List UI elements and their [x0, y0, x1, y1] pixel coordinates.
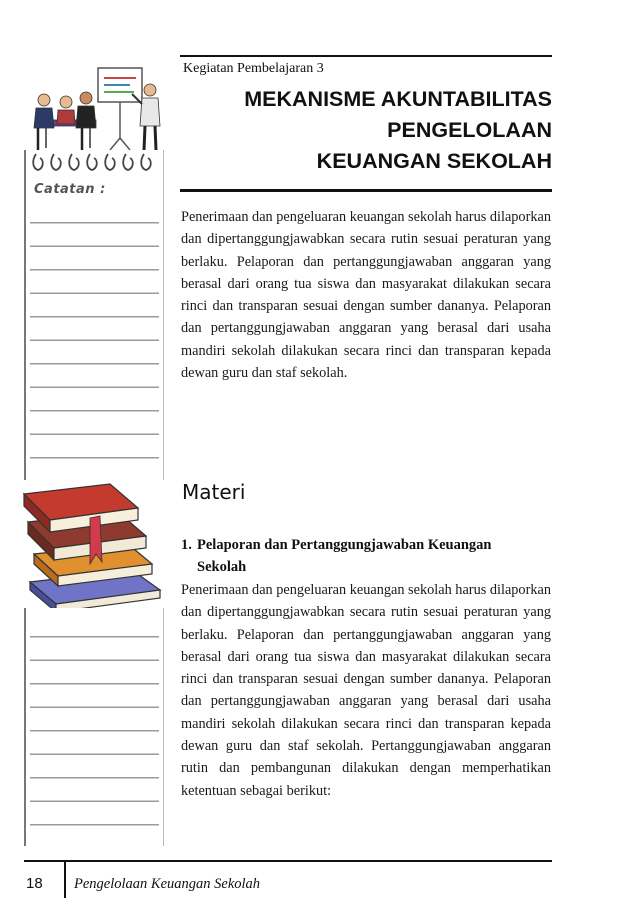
- intro-paragraph: Penerimaan dan pengeluaran keuangan sekolah harus dilaporkan dan dipertanggungjawabkan secara rutin sesuai peraturan yang berlaku. Pelaporan dan pertanggungjawaban anggaran yang berasal dari orang tua siswa dan masyarakat dilakukan secara rinci dan transparan sesuai dengan sumber dananya. Pelaporan dan pertanggungjawaban anggaran yang berasal dari usaha mandiri sekolah dilakukan secara rinci dan transparan kepada dewan guru dan staf sekolah.: [181, 209, 551, 382]
- section-paragraph: Penerimaan dan pengeluaran keuangan sekolah harus dilaporkan dan dipertanggungjawabkan secara rutin sesuai peraturan yang berlaku. Pelaporan dan pertanggungjawaban anggaran yang berasal dari orang tua siswa dan masyarakat dilakukan secara rinci dan transparan sesuai dengan sumber dananya. Pelaporan dan pertanggungjawaban anggaran yang berasal dari usaha mandiri sekolah dilakukan secara rinci dan transparan kepada dewan guru dan staf sekolah. Pertanggungjawaban anggaran rutin dan pembangunan dilakukan dengan memperhatikan ketentuan sebagai berikut:: [181, 582, 551, 799]
- notes-lines: [30, 200, 159, 474]
- section-title-line: Sekolah: [197, 559, 247, 575]
- page-number: 18: [26, 875, 43, 892]
- materi-heading: Materi: [182, 480, 246, 504]
- activity-label: Kegiatan Pembelajaran 3: [183, 61, 324, 76]
- page-title-line: PENGELOLAAN: [387, 118, 552, 142]
- section-heading: [181, 534, 551, 578]
- books-stack-icon: [20, 478, 168, 616]
- footer-rule: [24, 860, 552, 862]
- section-number: 1.: [181, 537, 192, 553]
- header-rule-bottom: [180, 189, 552, 192]
- notes-pad-bottom: [24, 608, 164, 846]
- notes-pad-top: [24, 150, 164, 480]
- page-title-line: MEKANISME AKUNTABILITAS: [244, 87, 552, 111]
- spiral-rings-icon: [30, 150, 164, 174]
- notes-label: Catatan :: [34, 182, 106, 197]
- meeting-illustration-icon: [26, 60, 166, 160]
- page-title: [180, 84, 552, 177]
- notes-lines: [30, 614, 159, 840]
- header-rule-top: [180, 55, 552, 57]
- page-title-line: KEUANGAN SEKOLAH: [316, 149, 552, 173]
- footer-divider: [64, 860, 66, 898]
- section-title-line: Pelaporan dan Pertanggungjawaban Keuangan: [197, 537, 492, 553]
- footer-book-title: Pengelolaan Keuangan Sekolah: [74, 876, 261, 892]
